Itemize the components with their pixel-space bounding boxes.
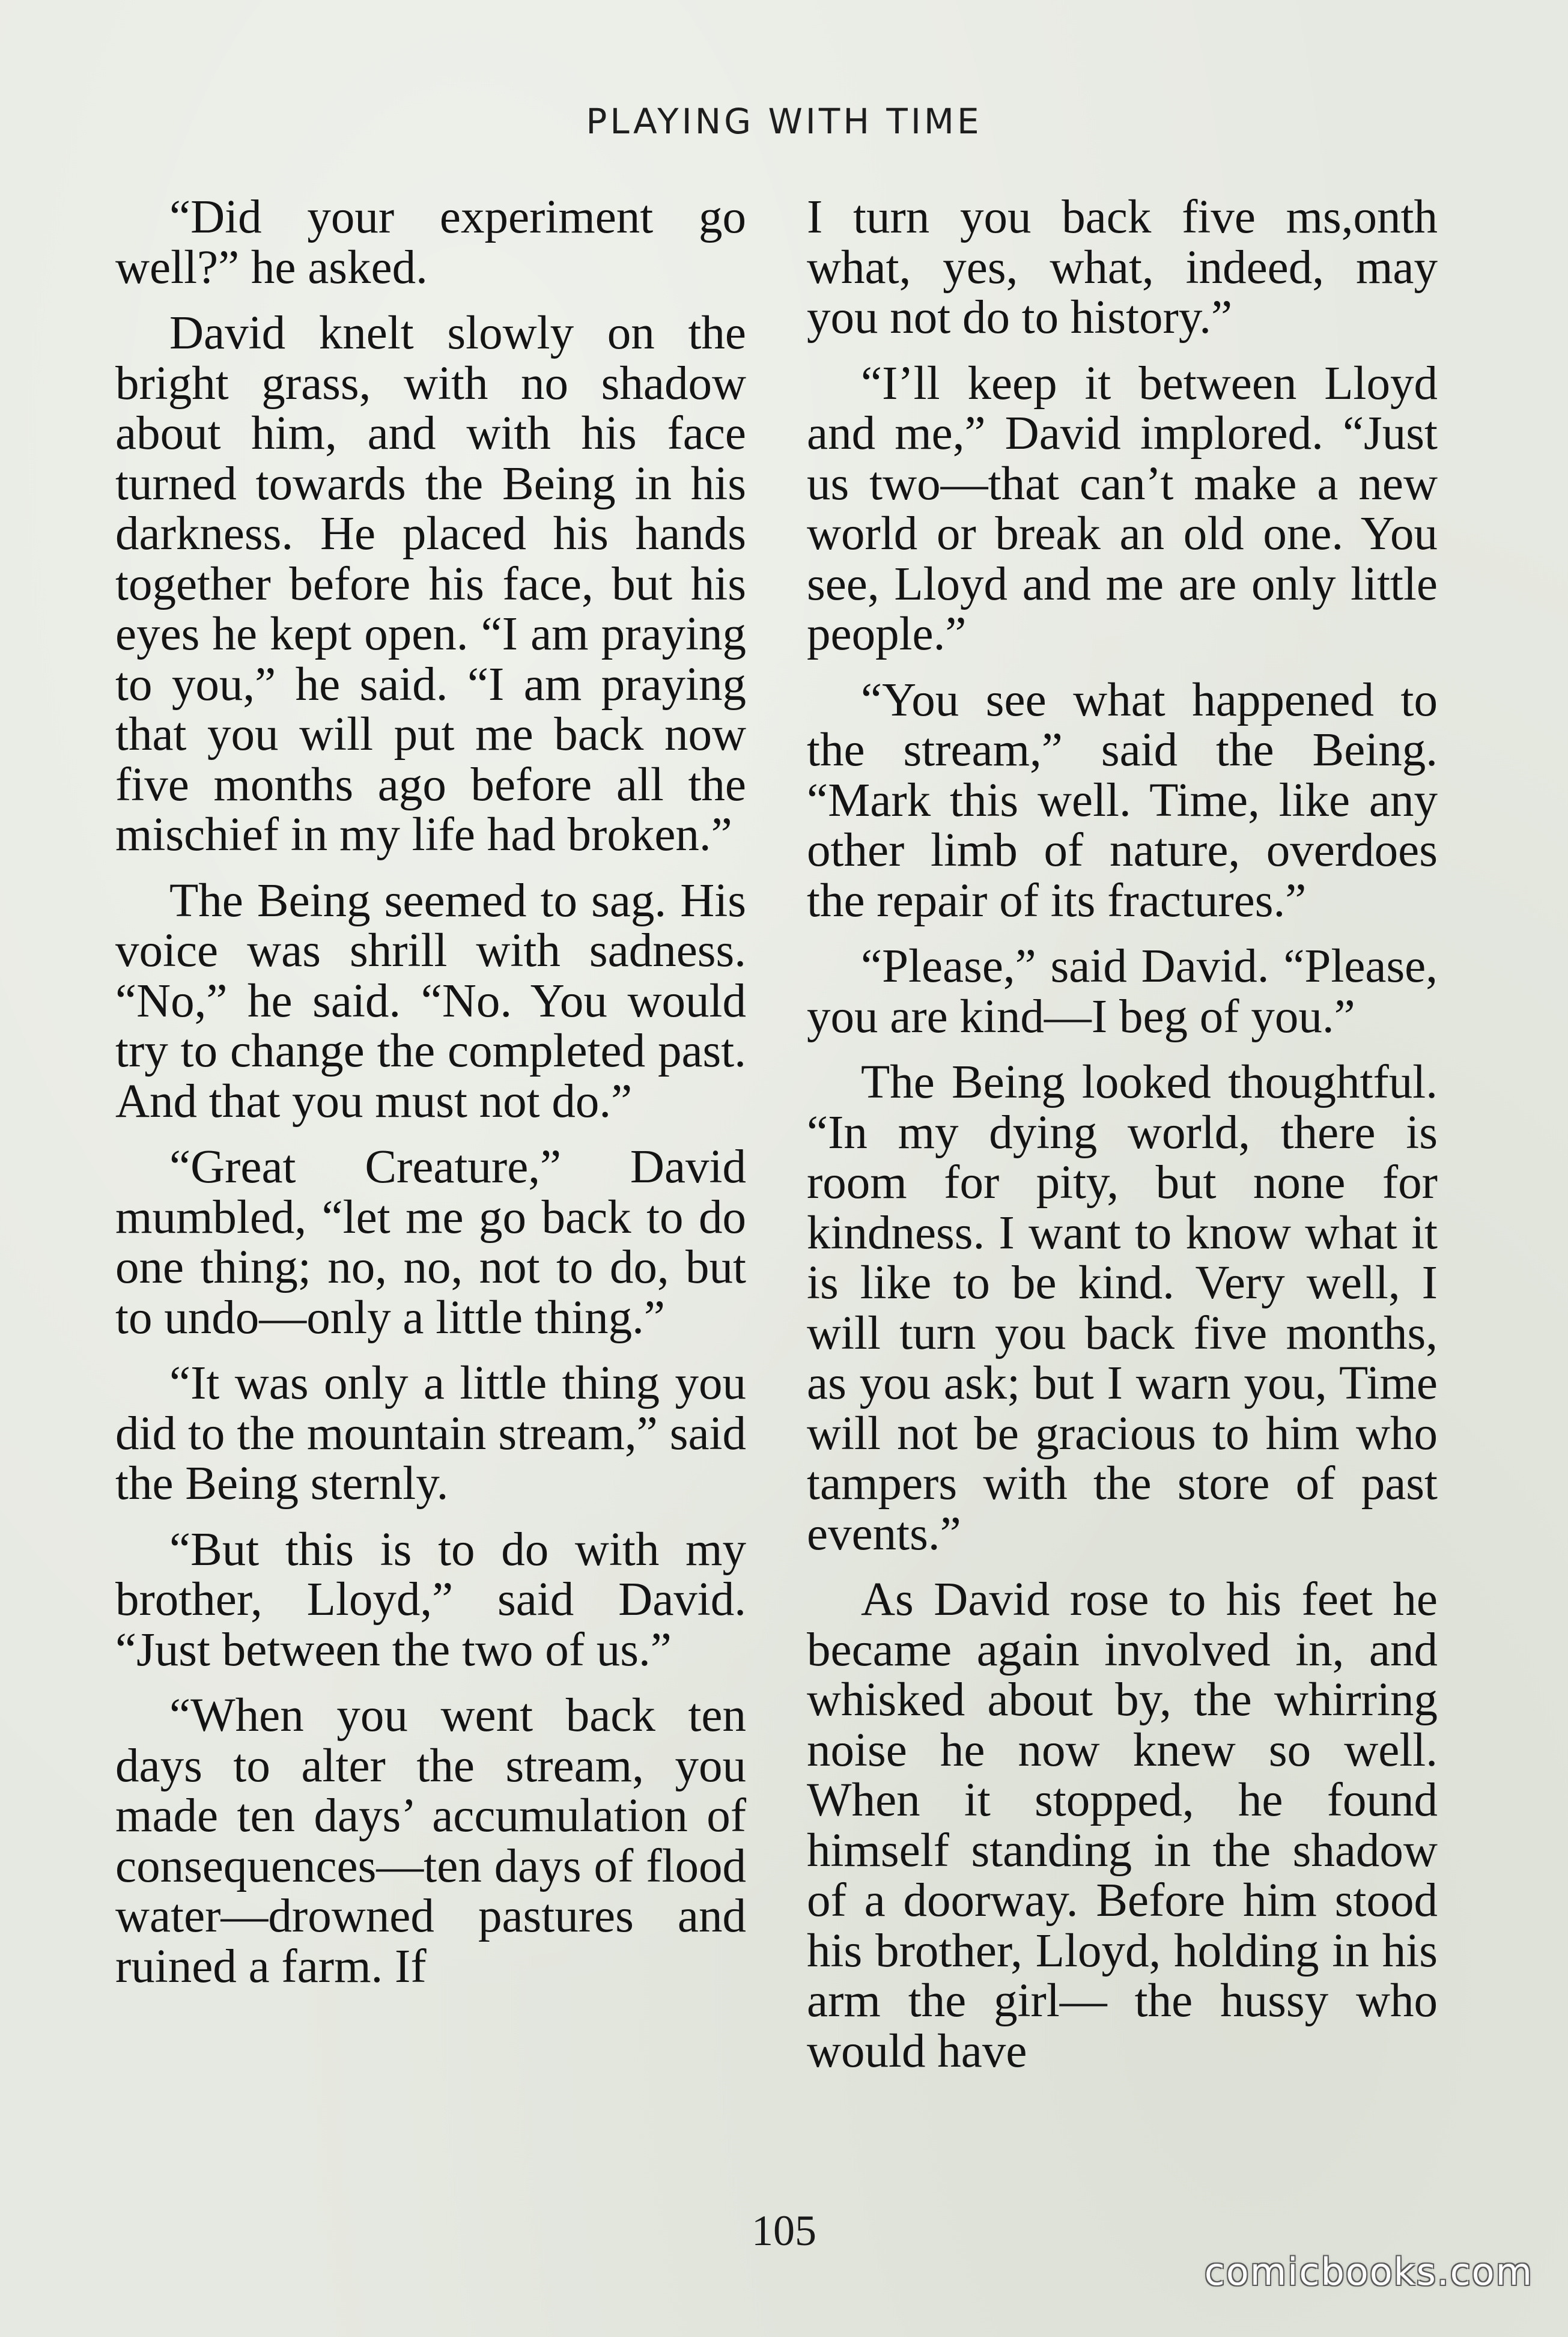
paragraph: The Being seemed to sag. His voice was shrill with sadness. “No,” he said. “No. You would try to change the completed past. And that you must not do.” [115,874,746,1128]
paragraph: “You see what happened to the stream,” said the Being. “Mark this well. Time, like any other limb of nature, overdoes the repair of its fractures.” [807,673,1438,927]
paragraph-continued: I turn you back five ms,onth what, yes, what, indeed, may you not do to history.” [807,191,1438,344]
paragraph: “It was only a little thing you did to the mountain stream,” said the Being sternly. [115,1357,746,1510]
watermark-logo: comicbooks.com [1204,2250,1533,2294]
page-number: 105 [752,2207,816,2255]
running-head: PLAYING WITH TIME [586,101,982,142]
paragraph: “Please,” said David. “Please, you are kind—I beg of you.” [807,940,1438,1043]
paragraph: David knelt slowly on the bright grass, with no shadow about him, and with his face turned towards the Being in his darkness. He placed his hands together before his face, but his eyes he kept open. “I am praying to you,” he said. “I am praying that you will put me back now five months ago before all the mischief in my life had broken.” [115,307,746,861]
paragraph: “When you went back ten days to alter the stream, you made ten days’ accumulation of consequences—ten days of flood water—drowned pastures and ruined a farm. If [115,1689,746,1993]
left-column [115,192,746,2007]
right-column [807,192,1438,2092]
paragraph: “Great Creature,” David mumbled, “let me go back to do one thing; no, no, not to do, but to undo—only a little thing.” [115,1141,746,1344]
paragraph: “But this is to do with my brother, Lloyd,” said David. “Just between the two of us.” [115,1523,746,1676]
paragraph: The Being looked thoughtful. “In my dying world, there is room for pity, but none for kindness. I want to know what it is like to be kind. Very well, I will turn you back five months, as you ask; but I warn you, Time will not be gracious to him who tampers with the store of past events.” [807,1056,1438,1560]
paragraph: “Did your experiment go well?” he asked. [115,191,746,294]
paragraph: As David rose to his feet he became again involved in, and whisked about by, the whirring noise he now knew so well. When it stopped, he found himself standing in the shadow of a doorway. Before him stood his brother, Lloyd, holding in his arm the girl— the hussy who would have [807,1573,1438,2077]
paragraph: “I’ll keep it between Lloyd and me,” David implored. “Just us two—that can’t make a new world or break an old one. You see, Lloyd and me are only little people.” [807,357,1438,660]
